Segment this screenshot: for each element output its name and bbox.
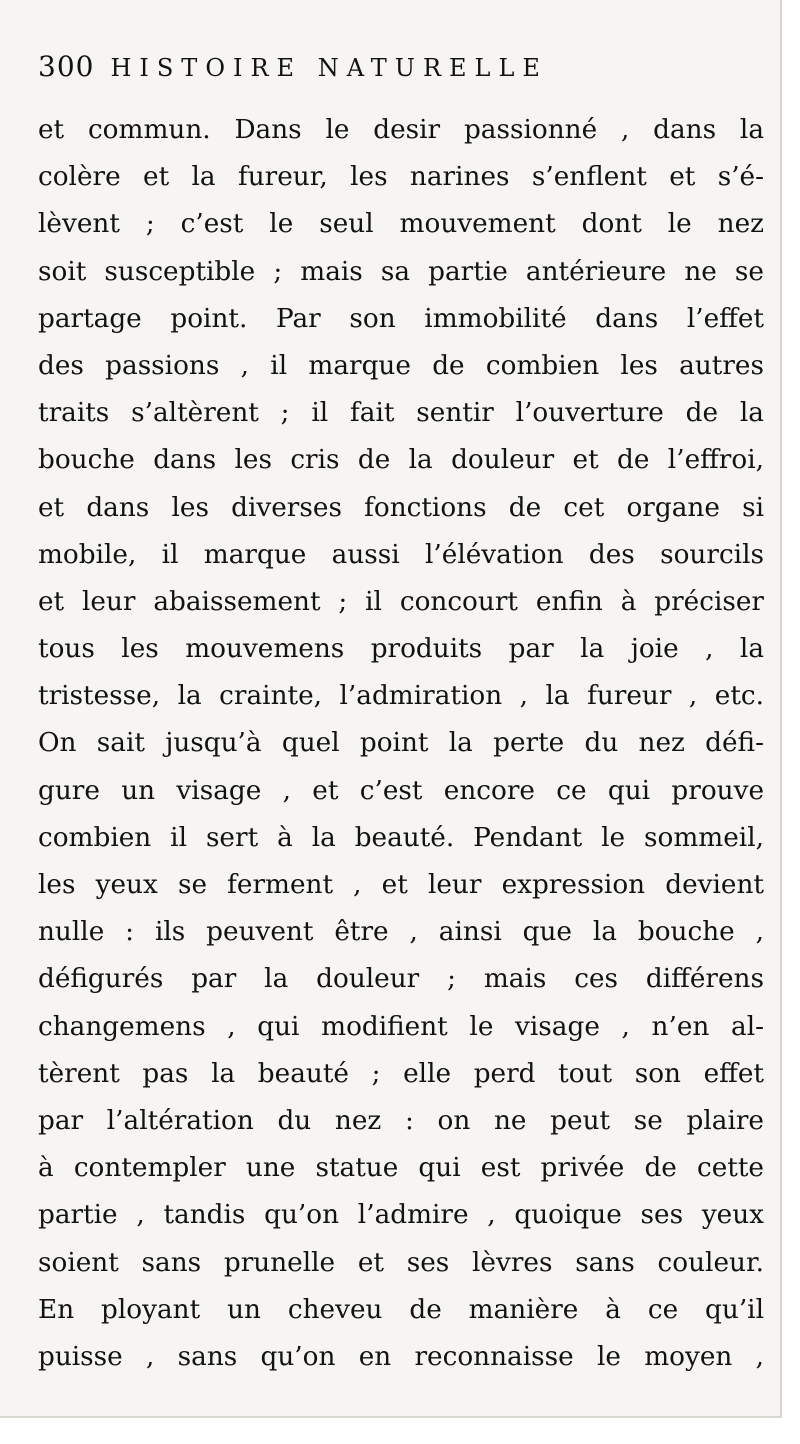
page-header: [38, 50, 548, 83]
text-line: En ployant un cheveu de manière à ce qu’il: [38, 1294, 764, 1325]
text-line: et commun. Dans le desir passionné , dans la: [38, 115, 764, 145]
text-line: soit susceptible ; mais sa partie antérieure ne se: [38, 256, 764, 287]
text-line: tèrent pas la beauté ; elle perd tout son effet: [38, 1058, 764, 1089]
body-text: [38, 107, 764, 1381]
text-line: et leur abaissement ; il concourt enfin à préciser: [38, 586, 764, 617]
text-line: gure un visage , et c’est encore ce qui prouve: [38, 775, 764, 806]
running-title: HISTOIRE NATURELLE: [110, 54, 548, 82]
text-line: à contempler une statue qui est privée de cette: [38, 1153, 764, 1184]
text-line: mobile, il marque aussi l’élévation des sourcils: [38, 539, 764, 570]
text-line: défigurés par la douleur ; mais ces différens: [38, 964, 764, 995]
text-line: puisse , sans qu’on en reconnaisse le moyen ,: [38, 1341, 764, 1372]
text-line: lèvent ; c’est le seul mouvement dont le nez: [38, 209, 764, 240]
text-line: tristesse, la crainte, l’admiration , la fureur , etc.: [38, 681, 764, 712]
text-line: traits s’altèrent ; il fait sentir l’ouverture de la: [38, 398, 764, 429]
text-line: changemens , qui modifient le visage , n’en al-: [38, 1011, 764, 1042]
text-line: tous les mouvemens produits par la joie , la: [38, 634, 764, 665]
text-line: colère et la fureur, les narines s’enflent et s’é-: [38, 162, 764, 193]
text-line: des passions , il marque de combien les autres: [38, 350, 764, 381]
text-line: On sait jusqu’à quel point la perte du nez défi-: [38, 728, 764, 759]
text-line: soient sans prunelle et ses lèvres sans couleur.: [38, 1247, 764, 1278]
page-number: 300: [38, 50, 95, 83]
text-line: et dans les diverses fonctions de cet organe si: [38, 492, 764, 523]
text-line: les yeux se ferment , et leur expression devient: [38, 870, 764, 900]
text-line: par l’altération du nez : on ne peut se plaire: [38, 1105, 764, 1136]
text-line: partage point. Par son immobilité dans l’effet: [38, 303, 764, 334]
text-line: partie , tandis qu’on l’admire , quoique ses yeux: [38, 1200, 764, 1231]
text-line: combien il sert à la beauté. Pendant le sommeil,: [38, 822, 764, 853]
text-line: bouche dans les cris de la douleur et de l’effroi,: [38, 445, 764, 476]
text-line: nulle : ils peuvent être , ainsi que la bouche ,: [38, 917, 764, 948]
